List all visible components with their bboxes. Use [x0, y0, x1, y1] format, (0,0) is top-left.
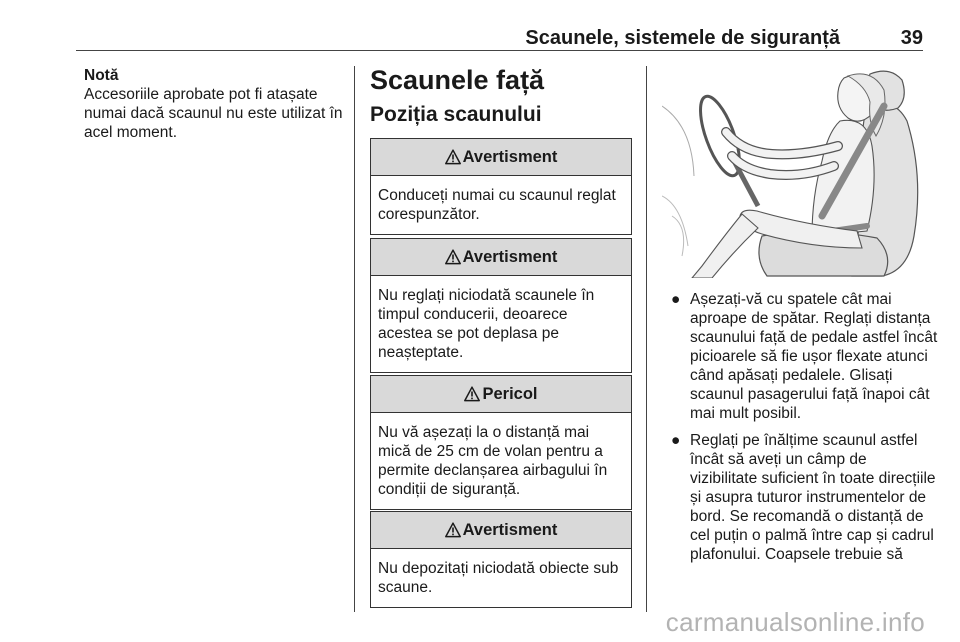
bullet-icon: ●: [671, 432, 681, 449]
instruction-list: [668, 290, 938, 572]
warning-box-header: [371, 239, 631, 276]
bullet-icon: ●: [671, 291, 681, 308]
warning-triangle-icon: [464, 386, 480, 402]
section-subtitle: Poziția scaunului: [370, 103, 542, 126]
column-divider-left: [354, 66, 355, 612]
driver-seat-position-icon: [662, 66, 926, 278]
list-item: [668, 290, 938, 423]
warning-box: [370, 238, 632, 373]
note-text: Accesoriile aprobate pot fi atașate numai dacă scaunul nu este utilizat în acel moment.: [84, 86, 343, 141]
warning-box-label: Avertisment: [462, 247, 558, 266]
warning-box-header: [371, 512, 631, 549]
running-header-title: Scaunele, sistemele de siguranță: [525, 27, 840, 49]
list-item: [668, 431, 938, 564]
driver-seat-position-illustration: [662, 66, 926, 278]
danger-box-header: [371, 376, 631, 413]
warning-box-text: Conduceți numai cu scaunul reglat corespunzător.: [378, 187, 616, 223]
warning-box-label: Avertisment: [462, 147, 558, 166]
header-divider: [76, 50, 923, 51]
warning-box: [370, 511, 632, 608]
section-heading-block: [370, 64, 632, 128]
warning-box: [370, 138, 632, 235]
warning-box-text: Nu reglați niciodată scaunele în timpul conducerii, deoarece acestea se pot deplasa pe neașteptate.: [378, 287, 595, 361]
list-item-text: Așezați-vă cu spatele cât mai aproape de spătar. Reglați distanța scaunului față de pedale astfel încât picioarele să fie ușor flexate atunci când apăsați pedalele. Glisați scaunul pasagerului față înapoi cât mai mult posibil.: [690, 291, 938, 422]
note-block: [84, 66, 346, 142]
watermark: carmanualsonline.info: [665, 607, 925, 637]
warning-box-text: Nu depozitați niciodată obiecte sub scaune.: [378, 560, 619, 596]
warning-triangle-icon: [445, 149, 461, 165]
danger-box-text: Nu vă așezați la o distanță mai mică de 25 cm de volan pentru a permite declanșarea airbagului în condiții de siguranță.: [378, 424, 608, 498]
column-divider-right: [646, 66, 647, 612]
page-number: 39: [900, 27, 923, 49]
warning-triangle-icon: [445, 249, 461, 265]
danger-box-label: Pericol: [482, 384, 538, 403]
list-item-text: Reglați pe înălțime scaunul astfel încât să aveți un câmp de vizibilitate suficient în toate direcțiile și asupra tuturor instrumentelor de bord. Se recomandă o distanță de cel puțin o palmă între cap și cadrul plafonului. Coapsele trebuie să: [690, 432, 936, 563]
note-title: Notă: [84, 67, 119, 84]
warning-box-label: Avertisment: [462, 520, 558, 539]
warning-triangle-icon: [445, 522, 461, 538]
section-title: Scaunele față: [370, 65, 545, 95]
warning-box-header: [371, 139, 631, 176]
danger-box: [370, 375, 632, 510]
